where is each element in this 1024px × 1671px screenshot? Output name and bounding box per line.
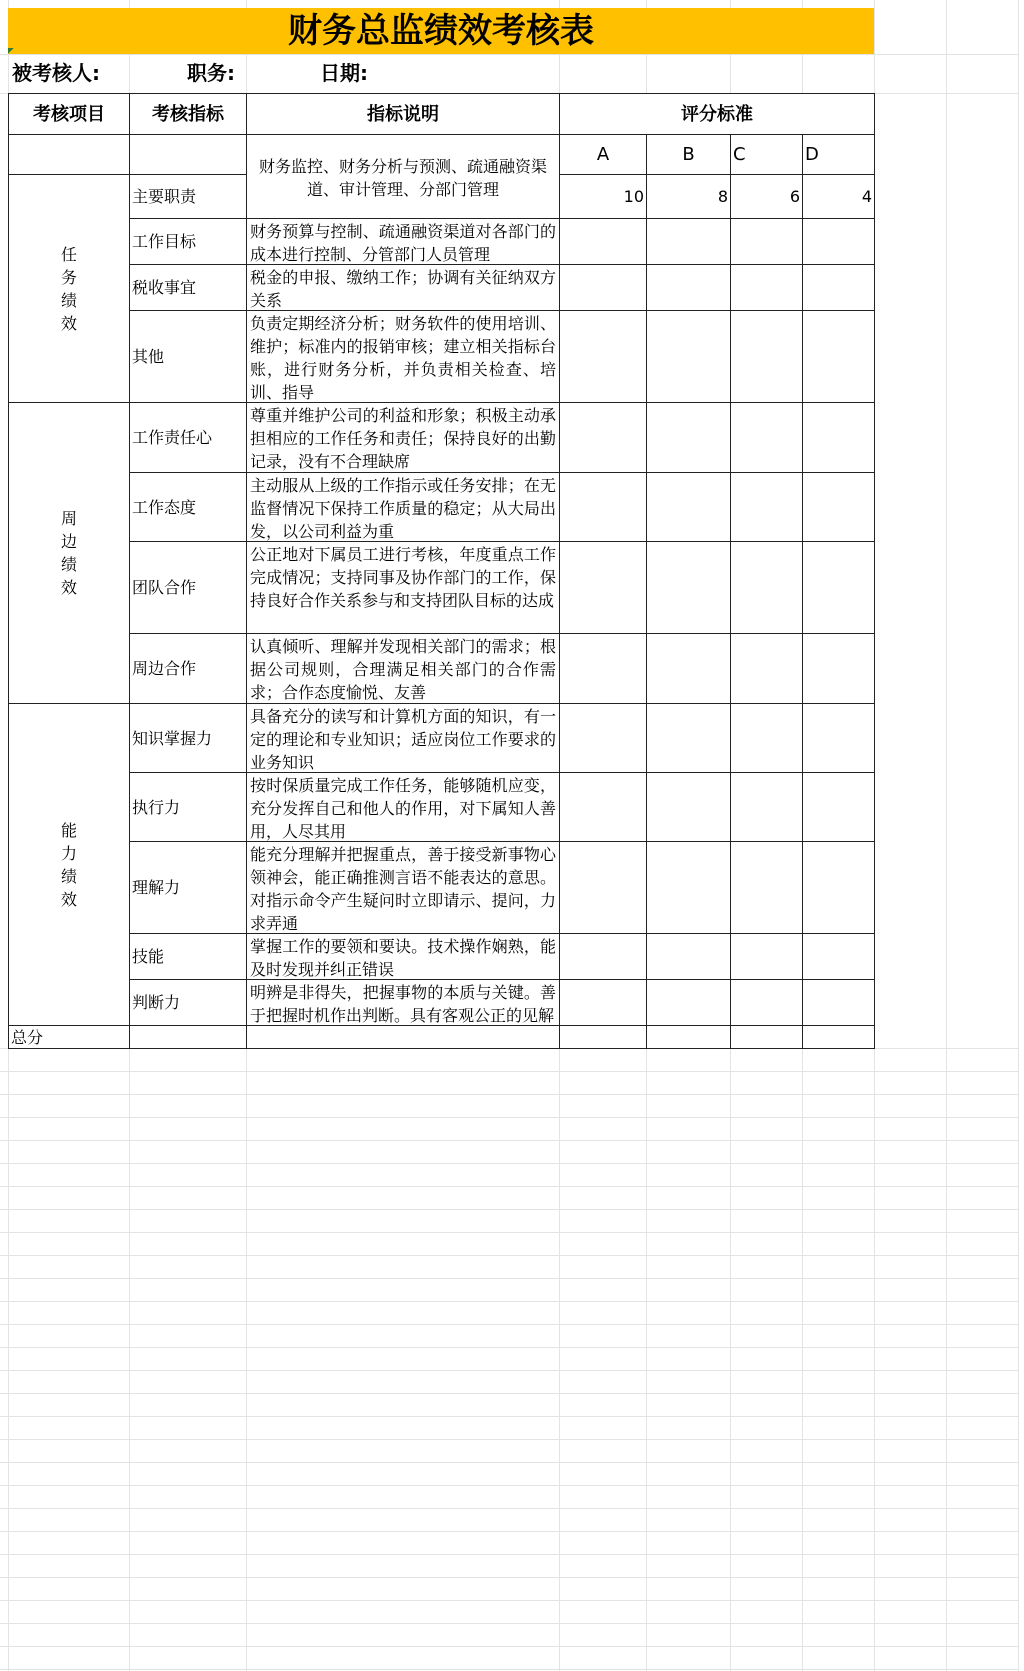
indicator-name: 周边合作 [129, 633, 247, 704]
score-input-cell[interactable] [646, 703, 731, 773]
score-input-cell[interactable] [559, 541, 647, 634]
indicator-name: 税收事宜 [129, 264, 247, 311]
score-input-cell[interactable] [802, 264, 875, 311]
indicator-name: 工作目标 [129, 218, 247, 265]
gridline-horizontal [0, 1485, 1018, 1486]
gridline-horizontal [0, 1508, 1018, 1509]
gridline-horizontal [0, 1531, 1018, 1532]
gridline-horizontal [0, 1071, 1018, 1072]
score-input-cell[interactable] [730, 541, 803, 634]
category-label: 能力绩效 [60, 820, 77, 909]
score-input-cell[interactable] [559, 703, 647, 773]
score-input-cell[interactable] [730, 402, 803, 473]
indicator-name: 知识掌握力 [129, 703, 247, 773]
score-input-cell[interactable] [730, 772, 803, 842]
category-label: 周边绩效 [60, 509, 77, 597]
score-input-cell[interactable] [730, 218, 803, 265]
grade-b-header[interactable]: B [646, 134, 731, 175]
score-input-cell[interactable] [730, 703, 803, 773]
gridline-horizontal [0, 1669, 1018, 1670]
indicator-description: 尊重并维护公司的利益和形象；积极主动承担相应的工作任务和责任；保持良好的出勤记录，没有不合理缺席 [246, 402, 560, 473]
indicator-name: 工作责任心 [129, 402, 247, 473]
score-input-cell[interactable] [730, 933, 803, 980]
gridline-horizontal [0, 54, 1018, 55]
score-input-cell[interactable] [559, 310, 647, 403]
gridline-horizontal [0, 1393, 1018, 1394]
gridline-horizontal [0, 1600, 1018, 1601]
grade-c-header[interactable]: C [730, 134, 803, 175]
indicator-description: 能充分理解并把握重点，善于接受新事物心领神会，能正确推测言语不能表达的意思。对指示命令产生疑问时立即请示、提问，力求弄通 [246, 841, 560, 934]
score-input-cell[interactable] [730, 979, 803, 1026]
indicator-name: 工作态度 [129, 472, 247, 542]
indicator-description: 明辨是非得失，把握事物的本质与关键。善于把握时机作出判断。具有客观公正的见解 [246, 979, 560, 1026]
score-input-cell[interactable] [646, 472, 731, 542]
score-input-cell[interactable] [646, 772, 731, 842]
header-indicator: 考核指标 [129, 93, 247, 135]
score-input-cell[interactable] [559, 772, 647, 842]
gridline-horizontal [0, 1646, 1018, 1647]
score-input-cell[interactable] [646, 979, 731, 1026]
indicator-description: 公正地对下属员工进行考核，年度重点工作完成情况；支持同事及协作部门的工作，保持良好合作关系参与和支持团队目标的达成 [246, 541, 560, 634]
gridline-horizontal [0, 1347, 1018, 1348]
score-input-cell[interactable] [646, 541, 731, 634]
indicator-name: 理解力 [129, 841, 247, 934]
score-input-cell[interactable] [646, 933, 731, 980]
gridline-horizontal [0, 1209, 1018, 1210]
category-2 [8, 402, 130, 704]
category-label: 任务绩效 [60, 244, 77, 333]
gridline-horizontal [0, 1163, 1018, 1164]
score-input-cell[interactable] [730, 841, 803, 934]
score-input-cell[interactable] [802, 541, 875, 634]
indicator-description: 认真倾听、理解并发现相关部门的需求；根据公司规则，合理满足相关部门的合作需求；合作态度愉悦、友善 [246, 633, 560, 704]
indicator-name: 技能 [129, 933, 247, 980]
gridline-horizontal [0, 1554, 1018, 1555]
empty-cell[interactable] [8, 134, 130, 175]
score-input-cell[interactable] [646, 633, 731, 704]
total-input-cell[interactable] [730, 1025, 803, 1049]
gridline-horizontal [0, 1301, 1018, 1302]
position-label: 职务: [187, 61, 235, 85]
score-input-cell[interactable] [646, 841, 731, 934]
gridline-horizontal [0, 1094, 1018, 1095]
score-value[interactable]: 10 [559, 174, 647, 219]
gridline-horizontal [0, 1140, 1018, 1141]
score-input-cell[interactable] [802, 703, 875, 773]
indicator-description: 主动服从上级的工作指示或任务安排；在无监督情况下保持工作质量的稳定；从大局出发，以公司利益为重 [246, 472, 560, 542]
score-input-cell[interactable] [802, 402, 875, 473]
indicator-name: 主要职责 [129, 174, 247, 219]
total-input-cell[interactable] [646, 1025, 731, 1049]
score-input-cell[interactable] [730, 472, 803, 542]
category-1 [8, 174, 130, 403]
score-input-cell[interactable] [802, 218, 875, 265]
header-item: 考核项目 [8, 93, 130, 135]
indicator-description: 财务预算与控制、疏通融资渠道对各部门的成本进行控制、分管部门人员管理 [246, 218, 560, 265]
score-input-cell[interactable] [559, 218, 647, 265]
indicator-description: 税金的申报、缴纳工作；协调有关征纳双方关系 [246, 264, 560, 311]
grade-a-header[interactable]: A [559, 134, 647, 175]
score-input-cell[interactable] [802, 979, 875, 1026]
gridline-horizontal [0, 1324, 1018, 1325]
indicator-description: 按时保质量完成工作任务，能够随机应变，充分发挥自己和他人的作用，对下属知人善用，人尽其用 [246, 772, 560, 842]
indicator-name: 执行力 [129, 772, 247, 842]
indicator-description: 负责定期经济分析；财务软件的使用培训、维护；标准内的报销审核；建立相关指标台账，进行财务分析，并负责相关检查、培训、指导 [246, 310, 560, 403]
score-input-cell[interactable] [559, 633, 647, 704]
indicator-name: 判断力 [129, 979, 247, 1026]
empty-cell[interactable] [129, 134, 247, 175]
score-input-cell[interactable] [730, 633, 803, 704]
score-value[interactable]: 6 [730, 174, 803, 219]
indicator-name: 其他 [129, 310, 247, 403]
header-standard: 评分标准 [559, 93, 875, 135]
gridline-vertical [1018, 0, 1019, 1671]
total-input-cell[interactable] [559, 1025, 647, 1049]
indicator-description: 财务监控、财务分析与预测、疏通融资渠道、审计管理、分部门管理 [246, 134, 560, 219]
indicator-description: 掌握工作的要领和要诀。技术操作娴熟，能及时发现并纠正错误 [246, 933, 560, 980]
score-input-cell[interactable] [802, 841, 875, 934]
total-label: 总分 [8, 1025, 130, 1049]
score-input-cell[interactable] [802, 310, 875, 403]
gridline-horizontal [0, 1278, 1018, 1279]
category-3 [8, 703, 130, 1026]
score-input-cell[interactable] [646, 218, 731, 265]
score-input-cell[interactable] [802, 933, 875, 980]
examinee-label: 被考核人: [12, 61, 100, 85]
gridline-horizontal [0, 1439, 1018, 1440]
header-explain: 指标说明 [246, 93, 560, 135]
indicator-description: 具备充分的读写和计算机方面的知识，有一定的理论和专业知识；适应岗位工作要求的业务知识 [246, 703, 560, 773]
score-input-cell[interactable] [646, 402, 731, 473]
gridline-horizontal [0, 1232, 1018, 1233]
sheet-title: 财务总监绩效考核表 [8, 8, 874, 54]
gridline-horizontal [0, 1577, 1018, 1578]
gridline-horizontal [0, 1186, 1018, 1187]
indicator-name: 团队合作 [129, 541, 247, 634]
score-input-cell[interactable] [730, 264, 803, 311]
score-value[interactable]: 4 [802, 174, 875, 219]
score-input-cell[interactable] [646, 264, 731, 311]
score-input-cell[interactable] [559, 979, 647, 1026]
score-input-cell[interactable] [559, 264, 647, 311]
score-input-cell[interactable] [559, 841, 647, 934]
gridline-horizontal [0, 1623, 1018, 1624]
score-input-cell[interactable] [802, 472, 875, 542]
gridline-horizontal [0, 1462, 1018, 1463]
score-input-cell[interactable] [646, 310, 731, 403]
total-input-cell[interactable] [246, 1025, 560, 1049]
gridline-horizontal [0, 1255, 1018, 1256]
total-input-cell[interactable] [802, 1025, 875, 1049]
gridline-horizontal [0, 1117, 1018, 1118]
gridline-horizontal [0, 1370, 1018, 1371]
score-value[interactable]: 8 [646, 174, 731, 219]
score-input-cell[interactable] [730, 310, 803, 403]
score-input-cell[interactable] [559, 472, 647, 542]
score-input-cell[interactable] [559, 402, 647, 473]
score-input-cell[interactable] [802, 772, 875, 842]
score-input-cell[interactable] [802, 633, 875, 704]
grade-d-header[interactable]: D [802, 134, 875, 175]
gridline-horizontal [0, 1416, 1018, 1417]
total-input-cell[interactable] [129, 1025, 247, 1049]
date-label: 日期: [320, 61, 368, 85]
score-input-cell[interactable] [559, 933, 647, 980]
gridline-vertical [946, 0, 947, 1671]
